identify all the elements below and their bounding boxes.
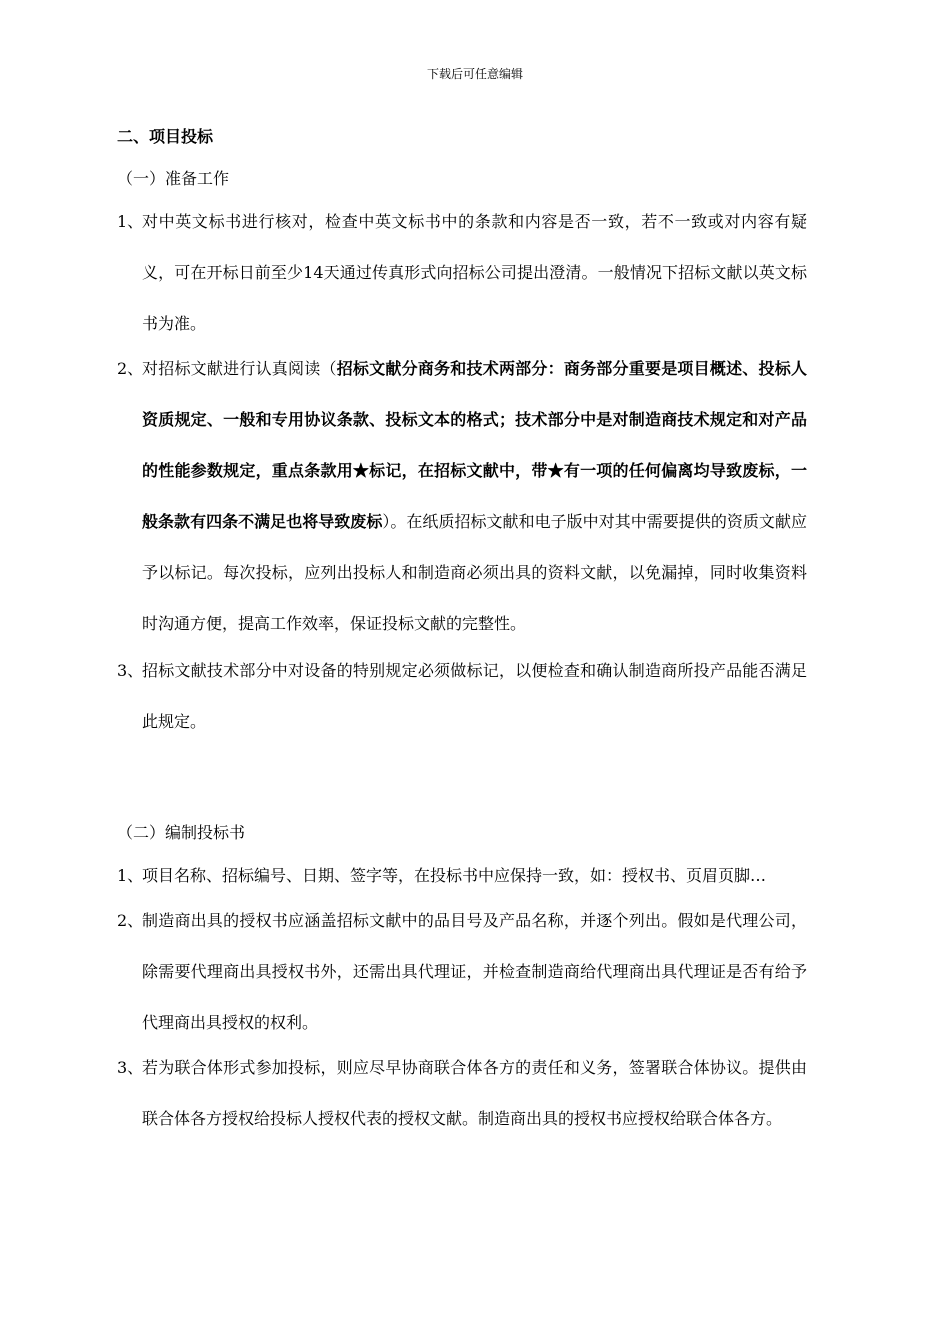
- list-item-number: 2、: [117, 911, 144, 930]
- section-title: 二、项目投标: [117, 127, 214, 146]
- list-item-text-continuation: ）。在纸质招标文献和电子版中对其中需要提供的资质文献应予以标记。每次投标，应列出投标人和制造商必须出具的资料文献，以免漏掉，同时收集资料时沟通方便，提高工作效率，保证投标文献的完整性。: [142, 512, 807, 633]
- list-item-text: 对中英文标书进行核对，检查中英文标书中的条款和内容是否一致，若不一致或对内容有疑义，可在开标日前至少14天通过传真形式向招标公司提出澄清。一般情况下招标文献以英文标书为准。: [142, 212, 807, 333]
- list-item: [117, 343, 807, 649]
- list-item: [117, 895, 807, 1048]
- list-item-number: 3、: [117, 661, 144, 680]
- subsection-title-bid-preparation: （二）编制投标书: [117, 823, 246, 842]
- list-item-text: [142, 343, 807, 649]
- list-item-number: 2、: [117, 359, 144, 378]
- list-item-number: 1、: [117, 212, 144, 231]
- list-item: [117, 645, 807, 747]
- list-item: [117, 850, 807, 901]
- list-item: [117, 1042, 807, 1144]
- list-item-text-intro: 对招标文献进行认真阅读（: [142, 359, 337, 378]
- list-item-number: 3、: [117, 1058, 144, 1077]
- subsection-title-preparation: （一）准备工作: [117, 169, 230, 188]
- list-item-number: 1、: [117, 866, 144, 885]
- list-item-text: 若为联合体形式参加投标，则应尽早协商联合体各方的责任和义务，签署联合体协议。提供由联合体各方授权给投标人授权代表的授权文献。制造商出具的授权书应授权给联合体各方。: [142, 1058, 807, 1128]
- page-header: 下载后可任意编辑: [426, 67, 523, 81]
- list-item-text-emphasis: 招标文献分商务和技术两部分：商务部分重要是项目概述、投标人资质规定、一般和专用协议条款、投标文本的格式；技术部分中是对制造商技术规定和对产品的性能参数规定，重点条款用★标记，在招标文献中，带★有一项的任何偏离均导致废标，一般条款有四条不满足也将导致废标: [142, 359, 807, 531]
- list-item-text: 招标文献技术部分中对设备的特别规定必须做标记，以便检查和确认制造商所投产品能否满足此规定。: [142, 661, 807, 731]
- list-item-text: 制造商出具的授权书应涵盖招标文献中的品目号及产品名称，并逐个列出。假如是代理公司，除需要代理商出具授权书外，还需出具代理证，并检查制造商给代理商出具代理证是否有给予代理商出具授权的权利。: [142, 911, 807, 1032]
- list-item: [117, 196, 807, 349]
- list-item-text: 项目名称、招标编号、日期、签字等，在投标书中应保持一致，如：授权书、页眉页脚…: [142, 866, 767, 885]
